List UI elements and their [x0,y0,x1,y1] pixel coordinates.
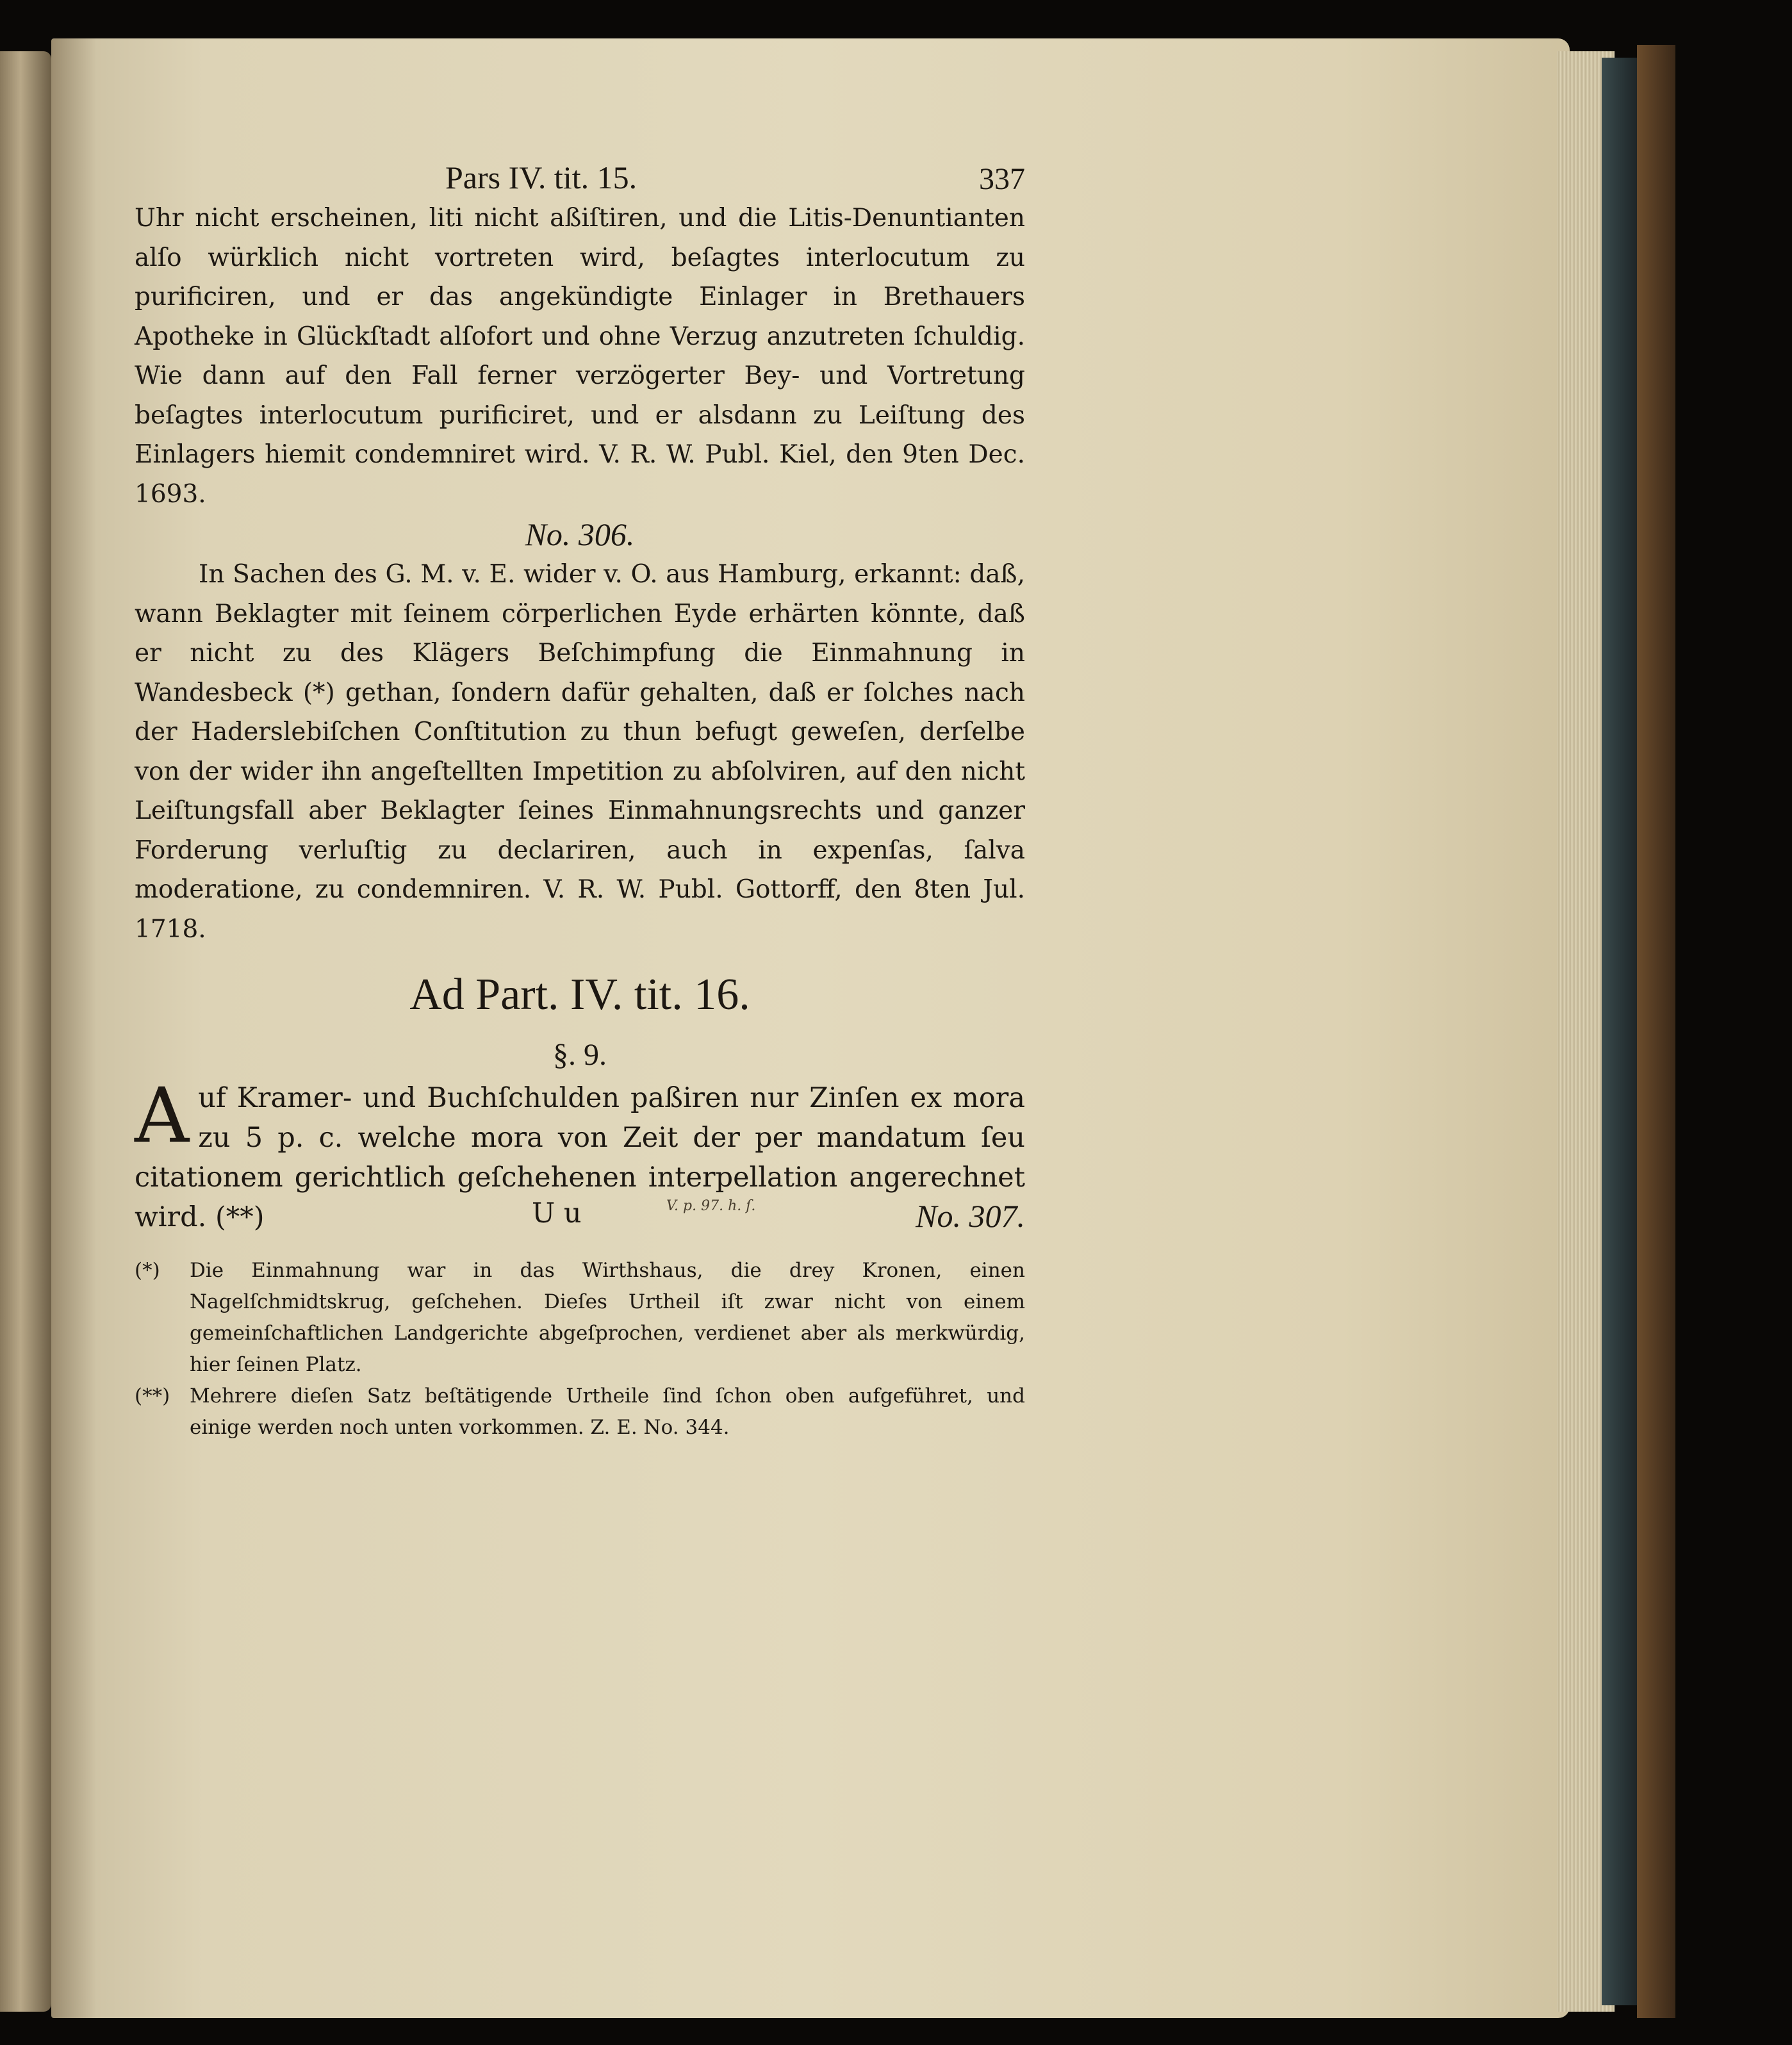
footnote-text: Die Einmahnung war in das Wirthshaus, die drey Kronen, einen Nagelſchmidtskrug, geſchehen. Dieſes Urtheil iſt zwar nicht von einem gemeinſchaftlichen Landgerichte abgeſprochen, verdienet aber als merkwürdig, hier ſeinen Platz. [190,1259,1025,1376]
footnote-text: Mehrere dieſen Satz beſtätigende Urtheile ſind ſchon oben aufgeführet, und einige werden noch unten vorkommen. Z. E. No. 344. [190,1384,1025,1439]
catchword: No. 307. [916,1198,1025,1234]
gathering-signature: U u [532,1197,582,1229]
case-text: In Sachen des G. M. v. E. wider v. O. aus Hamburg, erkannt: daß, wann Beklagter mit ſeinem cörperlichen Eyde erhärten könnte, daß er nicht zu des Klägers Beſchimpfung die Einmahnung in Wandesbeck (*) gethan, ſondern dafür gehalten, daß er ſolches nach der Haderslebiſchen Conſtitution zu thun befugt geweſen, derſelbe von der wider ihn angeſtellten Impetition zu abſolviren, auf den nicht Leiſtungsfall aber Beklagter ſeines Einmahnungsrechts und ganzer Forderung verluſtig zu declariren, auch in expenſas, ſalva moderatione, zu condemniren. V. R. W. Publ. Gottorff, den 8ten Jul. 1718. [135,560,1025,944]
page-edge [1602,58,1640,2005]
left-page-edge [0,51,51,2012]
case-number: No. 306. [525,516,635,552]
page-header [135,147,1025,199]
drop-capital: A [135,1071,190,1160]
footnote [135,1381,1025,1443]
pencil-marginalia: V. p. 97. h. ſ. [666,1198,756,1214]
page-number: 337 [979,162,1025,196]
running-title: Pars IV. tit. 15. [445,160,637,195]
paragraph-sign: §. 9. [553,1038,607,1072]
section-title: Ad Part. IV. tit. 16. [409,970,750,1019]
footnotes [135,1255,1025,1443]
signature-line [135,1197,1025,1236]
continued-paragraph: Uhr nicht erscheinen, liti nicht aßiſtiren, und die Litis-Denuntianten alſo würklich nicht vortreten wird, beſagtes interlocutum zu purificiren, und er das angekündigte Einlager in Brethauers Apotheke in Glückſtadt alſofort und ohne Verzug anzutreten ſchuldig. Wie dann auf den Fall ferner verzögerter Bey- und Vortretung beſagtes interlocutum purificiret, und er alsdann zu Leiſtung des Einlagers hiemit condemniret wird. V. R. W. Publ. Kiel, den 9ten Dec. 1693. [135,204,1025,509]
footnote-mark: (*) [135,1259,160,1282]
cover-edge [1637,45,1675,2018]
footnote-mark: (**) [135,1384,170,1408]
footnote [135,1255,1025,1381]
text-block [135,147,1025,1443]
section-rule-text: uf Kramer- und Buchſchulden paßiren nur Zinſen ex mora zu 5 p. c. welche mora von Zeit der per mandatum ſeu citationem gerichtlich geſchehenen interpellation angerechnet wird. (**) [135,1082,1025,1233]
